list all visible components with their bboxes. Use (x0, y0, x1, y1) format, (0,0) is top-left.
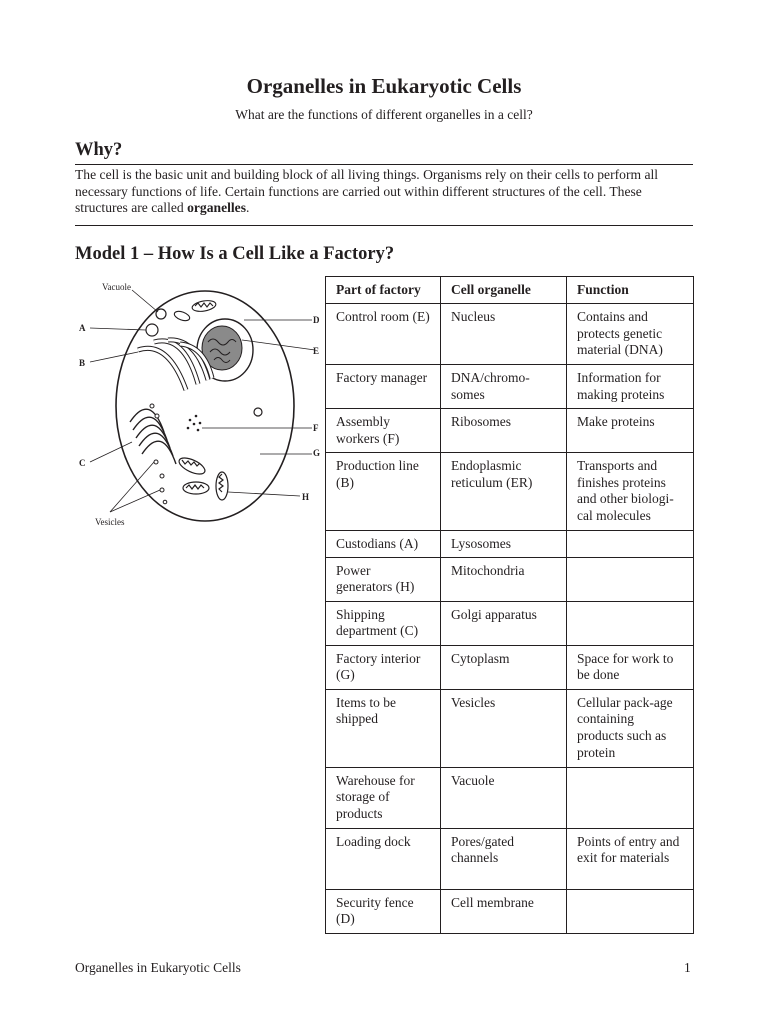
cell-organelle: Lysosomes (441, 530, 567, 557)
header-function: Function (567, 277, 694, 304)
factory-table (325, 276, 694, 934)
cell-diagram (70, 272, 320, 532)
table-row (326, 452, 694, 530)
cell-function: Space for work to be done (567, 645, 694, 689)
cell-part: Power generators (H) (326, 557, 441, 601)
cell-organelle: Endoplasmic reticulum (ER) (441, 452, 567, 530)
label-d: D (313, 315, 320, 325)
cell-function (567, 767, 694, 828)
cell-part: Security fence (D) (326, 889, 441, 933)
header-part-of-factory: Part of factory (326, 277, 441, 304)
cell-part: Factory interior (G) (326, 645, 441, 689)
why-paragraph (75, 167, 693, 217)
label-vacuole: Vacuole (102, 282, 131, 292)
cell-function (567, 889, 694, 933)
lysosome (146, 324, 158, 336)
label-h: H (302, 492, 310, 502)
model-heading: Model 1 – How Is a Cell Like a Factory? (75, 244, 395, 264)
cell-function: Contains and protects genetic material (DNA) (567, 303, 694, 364)
cell-organelle: Golgi apparatus (441, 601, 567, 645)
label-e: E (313, 346, 320, 356)
why-bold-term: organelles (187, 200, 246, 215)
label-g: G (313, 448, 320, 458)
why-bottom-rule (75, 225, 693, 226)
cell-function: Information for making proteins (567, 364, 694, 408)
table-row (326, 303, 694, 364)
table-row (326, 689, 694, 767)
cell-part: Production line (B) (326, 452, 441, 530)
label-f: F (313, 423, 319, 433)
cell-organelle: Mitochondria (441, 557, 567, 601)
cell-part: Loading dock (326, 828, 441, 889)
ribosomes (187, 415, 202, 432)
page-number: 1 (684, 960, 691, 975)
label-b: B (79, 358, 86, 368)
cell-part: Factory manager (326, 364, 441, 408)
cell-function (567, 601, 694, 645)
cell-part: Assembly workers (F) (326, 408, 441, 452)
table-row (326, 601, 694, 645)
vacuole (156, 309, 166, 319)
table-row (326, 889, 694, 933)
cell-part: Control room (E) (326, 303, 441, 364)
why-heading: Why? (75, 140, 123, 160)
table-row (326, 828, 694, 889)
label-a: A (79, 323, 86, 333)
cell-function: Make proteins (567, 408, 694, 452)
cell-function: Transports and finishes proteins and other biologi-cal molecules (567, 452, 694, 530)
why-top-rule (75, 164, 693, 165)
mitochondrion-top (173, 299, 217, 323)
cell-part: Shipping department (C) (326, 601, 441, 645)
header-cell-organelle: Cell organelle (441, 277, 567, 304)
golgi-apparatus (130, 409, 176, 464)
footer-title: Organelles in Eukaryotic Cells (75, 960, 241, 975)
small-vacuole (254, 408, 262, 416)
table-row (326, 645, 694, 689)
cell-organelle: Cytoplasm (441, 645, 567, 689)
leader-lines (90, 290, 315, 512)
cell-part: Items to be shipped (326, 689, 441, 767)
cell-function (567, 530, 694, 557)
table-header-row (326, 277, 694, 304)
cell-organelle: Nucleus (441, 303, 567, 364)
table-row (326, 364, 694, 408)
why-text-end: . (246, 200, 250, 215)
label-c: C (79, 458, 86, 468)
cell-organelle: Vesicles (441, 689, 567, 767)
cell-part: Warehouse for storage of products (326, 767, 441, 828)
table-row (326, 767, 694, 828)
cell-part: Custodians (A) (326, 530, 441, 557)
table-row (326, 530, 694, 557)
cell-organelle: Cell membrane (441, 889, 567, 933)
why-text: The cell is the basic unit and building block of all living things. Organisms rely on their cells to perform all necessary functions of life. Certain functions are carried out within different structures of the cell. These structures are called (75, 167, 659, 215)
page-subtitle: What are the functions of different organelles in a cell? (235, 107, 533, 122)
cell-organelle: DNA/chromo-somes (441, 364, 567, 408)
cell-organelle: Ribosomes (441, 408, 567, 452)
cell-function: Points of entry and exit for materials (567, 828, 694, 889)
cell-organelle: Pores/gated channels (441, 828, 567, 889)
cell-function (567, 557, 694, 601)
mitochondrion-bottom (177, 455, 228, 500)
table-row (326, 557, 694, 601)
label-vesicles: Vesicles (95, 517, 125, 527)
table-row (326, 408, 694, 452)
cell-function: Cellular pack-age containing products such as protein (567, 689, 694, 767)
cell-organelle: Vacuole (441, 767, 567, 828)
page-title: Organelles in Eukaryotic Cells (246, 74, 522, 98)
